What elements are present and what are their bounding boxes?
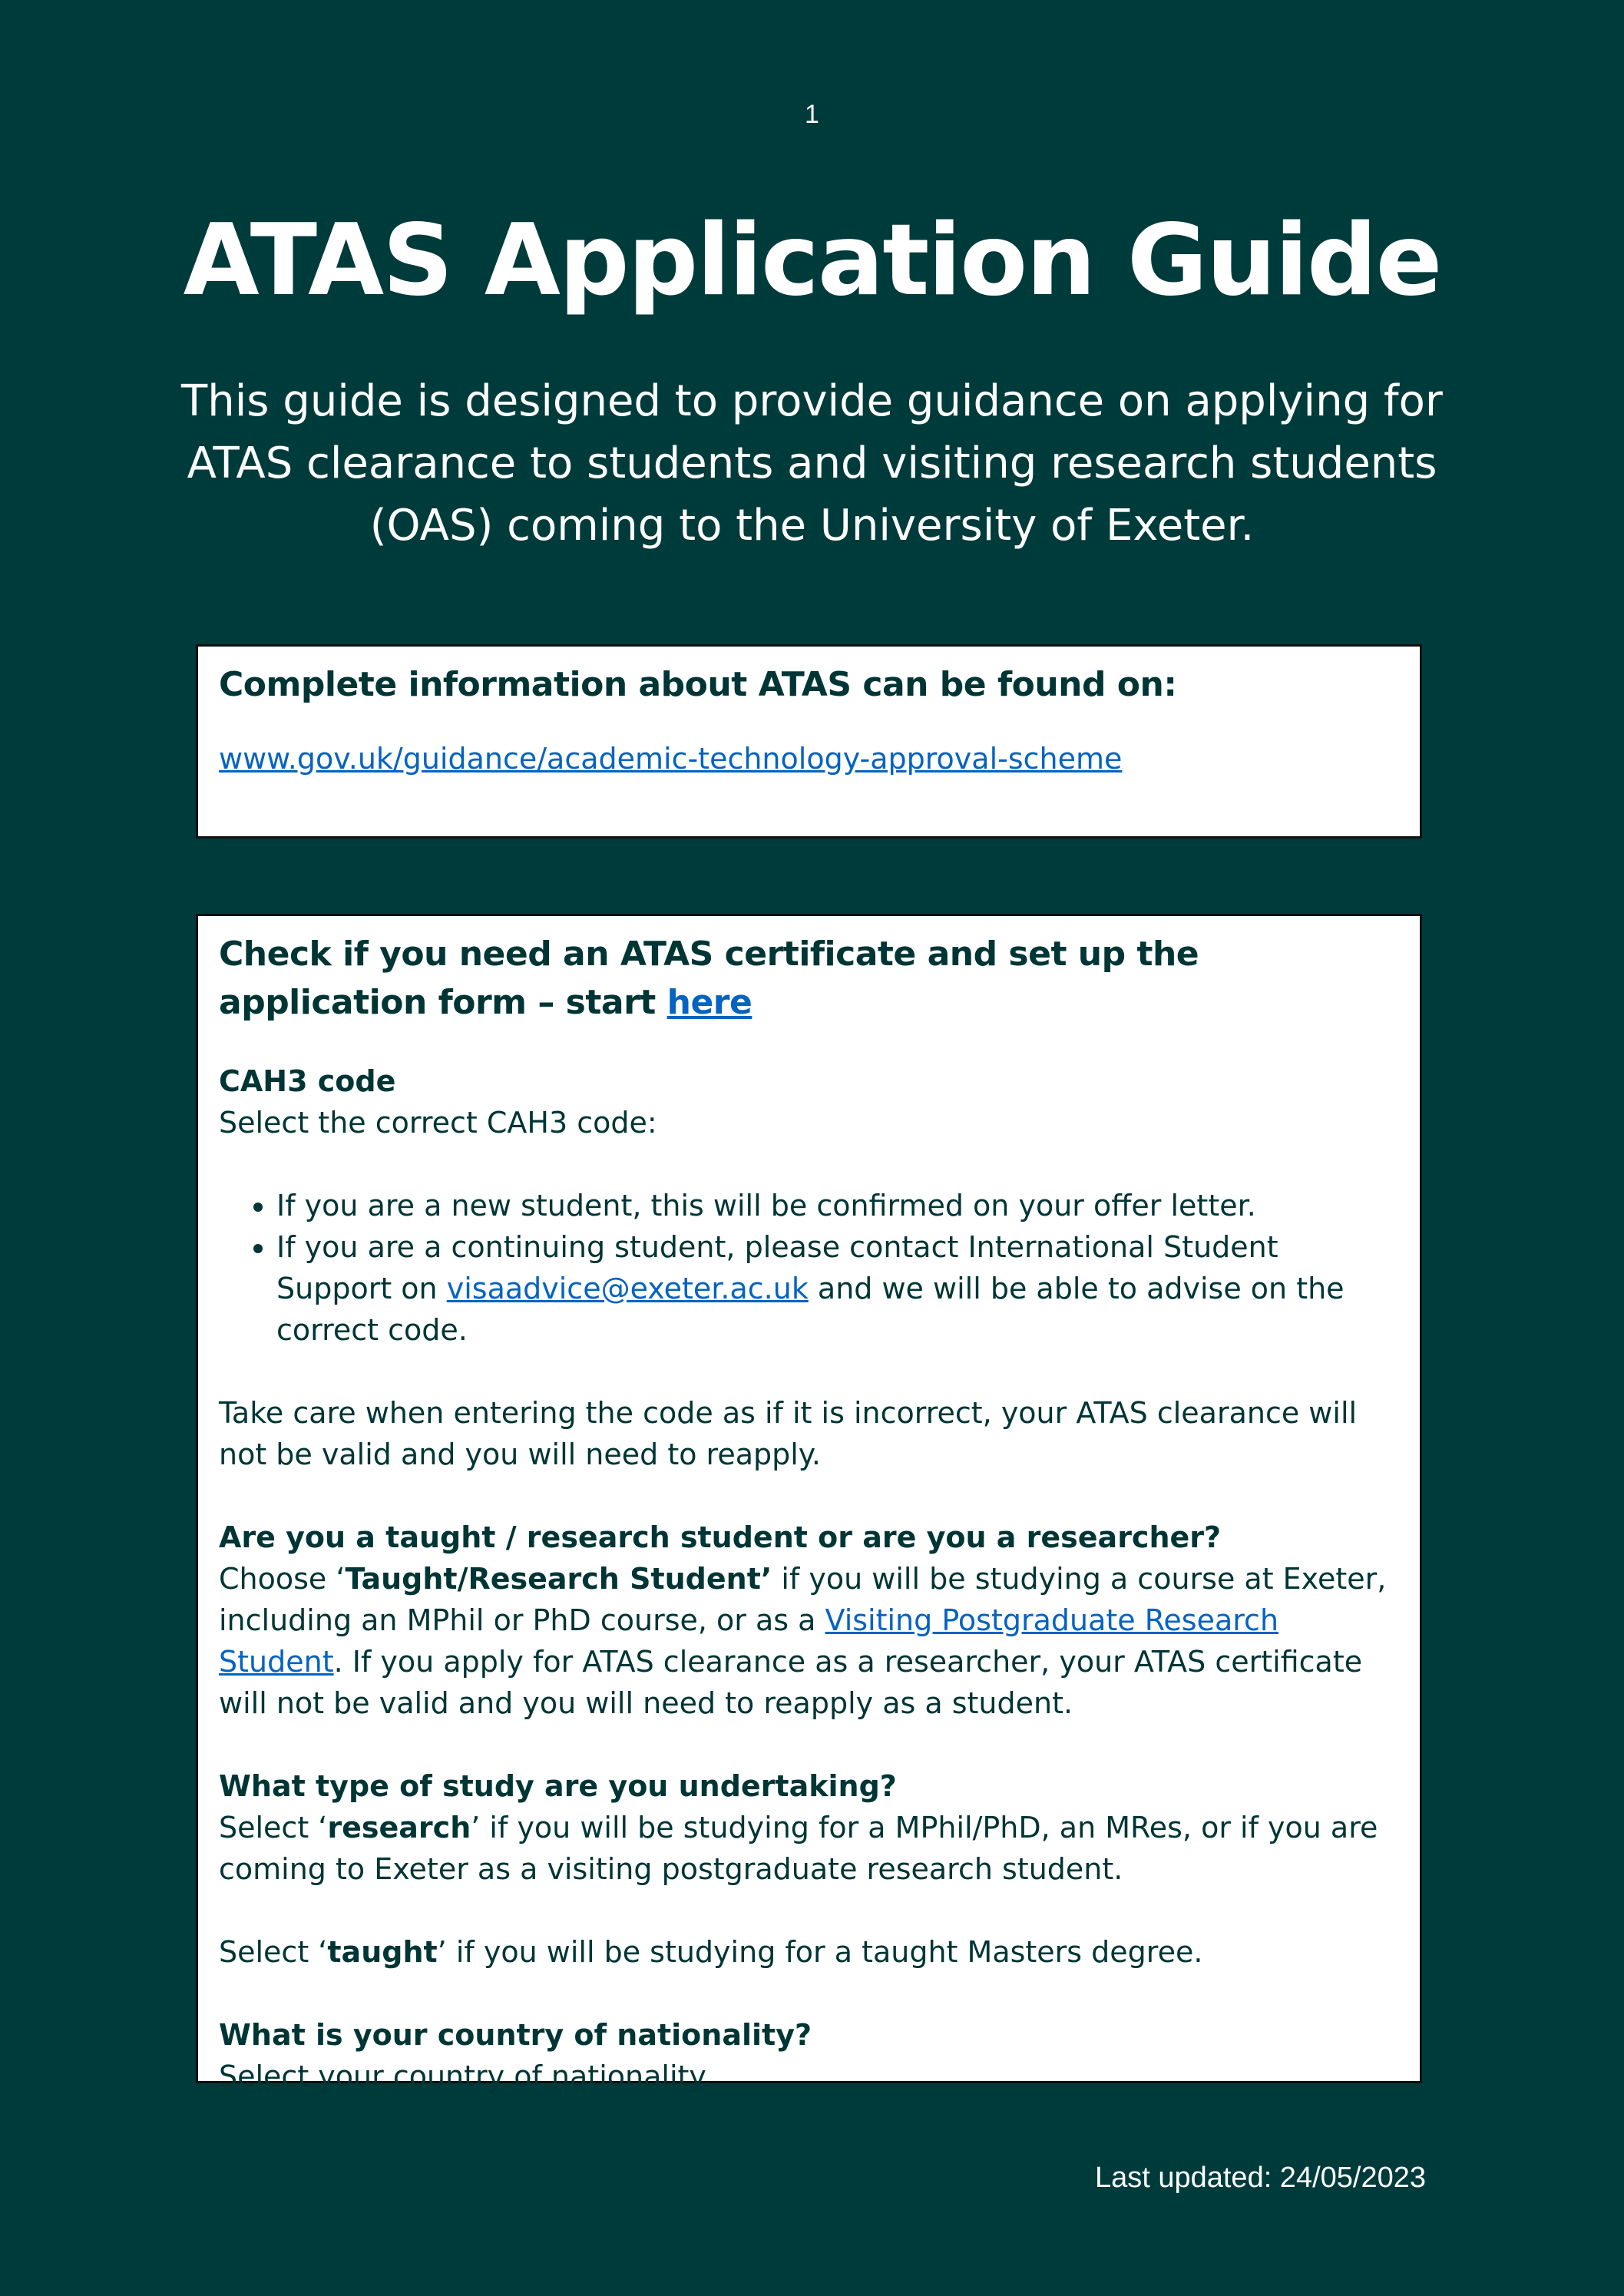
nationality-heading: What is your country of nationality?	[219, 2018, 812, 2052]
cah3-heading: CAH3 code	[219, 1064, 396, 1098]
page-number: 1	[805, 100, 819, 129]
page-title: ATAS Application Guide	[183, 203, 1441, 318]
cah3-list	[219, 1185, 1399, 1351]
info-box	[196, 644, 1422, 839]
application-box	[196, 914, 1422, 2093]
list-item: • If you are a new student, this will be confirmed on your offer letter.	[276, 1185, 1399, 1226]
bold-text: taught	[327, 1935, 438, 1969]
info-heading: Complete information about ATAS can be found on:	[219, 665, 1177, 704]
list-item	[276, 1226, 1399, 1351]
text: Choose ‘	[219, 1562, 346, 1596]
last-updated: Last updated: 24/05/2023	[1094, 2162, 1426, 2194]
bullet-text: and we will be able to advise on the correct code.	[276, 1272, 1345, 1347]
bold-text: Taught/Research Student’	[345, 1562, 772, 1596]
nationality-text: Select your country of nationality.	[219, 2059, 712, 2093]
student-type-heading: Are you a taught / research student or are you a researcher?	[219, 1520, 1222, 1554]
text: Select ‘	[219, 1935, 328, 1969]
taught-text	[219, 1931, 1399, 1973]
application-heading	[219, 930, 1399, 1027]
subtitle: This guide is designed to provide guidance on applying for ATAS clearance to students and visiting research students (OAS) coming to the University of Exeter.	[181, 376, 1443, 551]
cah3-warning: Take care when entering the code as if it is incorrect, your ATAS clearance will not be valid and you will need to reapply.	[219, 1396, 1358, 1471]
cah3-intro: Select the correct CAH3 code:	[219, 1106, 657, 1140]
text: ’ if you will be studying for a taught Masters degree.	[437, 1935, 1203, 1969]
text: . If you apply for ATAS clearance as a researcher, your ATAS certificate will not be valid and you will need to reapply as a student.	[219, 1645, 1363, 1720]
email-link[interactable]: visaadvice@exeter.ac.uk	[446, 1272, 809, 1305]
student-type-text	[219, 1558, 1399, 1724]
text: Select ‘	[219, 1811, 328, 1844]
text: if you will be studying a course at Exeter, including an MPhil or PhD course, or as a	[219, 1562, 1387, 1637]
study-type-heading: What type of study are you undertaking?	[219, 1769, 897, 1803]
research-text	[219, 1807, 1399, 1890]
bold-text: research	[327, 1811, 471, 1844]
visiting-pgr-link[interactable]: Visiting Postgraduate Research Student	[219, 1603, 1279, 1679]
text: ’ if you will be studying for a MPhil/PhD, an MRes, or if you are coming to Exeter as a visiting postgraduate research student.	[219, 1811, 1378, 1886]
bullet-text: If you are a continuing student, please contact International Student Support on	[276, 1230, 1278, 1305]
atas-guidance-link[interactable]: www.gov.uk/guidance/academic-technology-approval-scheme	[219, 742, 1123, 776]
start-here-link[interactable]: here	[666, 983, 752, 1022]
heading-text: Check if you need an ATAS certificate and set up the application form – start	[219, 935, 1199, 1022]
